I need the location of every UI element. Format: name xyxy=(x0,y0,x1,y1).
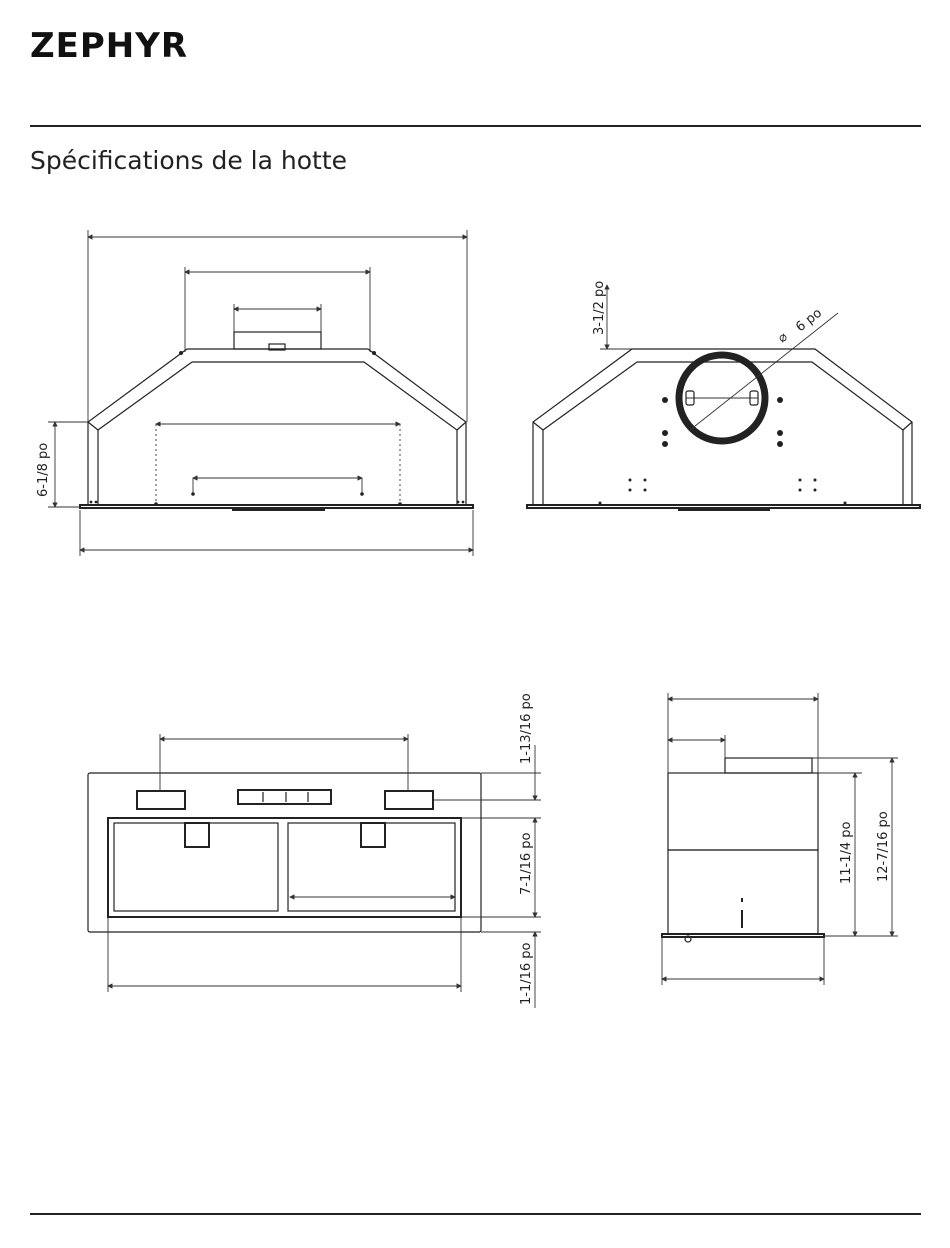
front-view xyxy=(48,230,473,556)
side-view xyxy=(662,693,898,985)
label-bottom-front-gap: 1-13/16 po xyxy=(519,693,534,764)
bottom-view xyxy=(88,734,541,1008)
label-duct-symbol: ⌀ xyxy=(775,329,791,347)
label-bottom-filter-depth: 7-1/16 po xyxy=(519,832,534,895)
label-bottom-back-gap: 1-1/16 po xyxy=(519,942,534,1005)
label-back-top: 3-1/2 po xyxy=(592,280,607,335)
label-front-height: 6-1/8 po xyxy=(36,442,51,497)
back-view xyxy=(527,285,920,510)
label-side-height: 11-1/4 po xyxy=(839,821,854,884)
label-duct-diameter: 6 po xyxy=(793,305,826,336)
label-side-total-height: 12-7/16 po xyxy=(876,811,891,882)
zephyr-logo: ZEPHYR xyxy=(30,26,189,66)
page-title: Spécifications de la hotte xyxy=(30,146,348,175)
